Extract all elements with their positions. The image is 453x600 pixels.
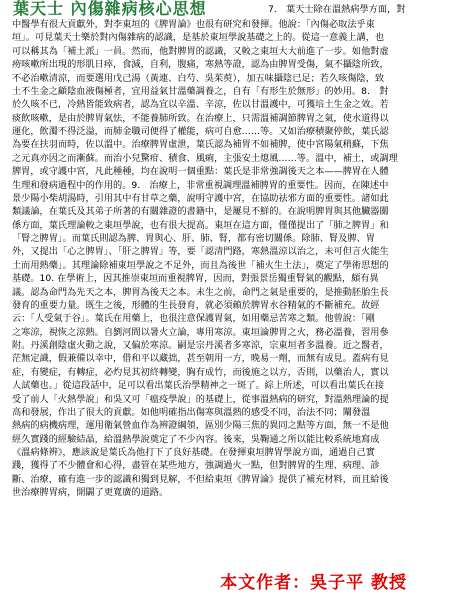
body-text-line: 於久咳不已，冷熱皆能致病者，認為宜以辛溫、辛涼，佐以甘溫護中，可獲培土生金之效。若	[12, 99, 389, 111]
body-text-line: 發育的重要力量。既生之後，形體的生長發育，就必須賴於脾胃水谷精氣的不斷補充。故經	[12, 299, 380, 311]
body-text-line: 之寒涼，視恢之涼熱。自劉河間以暑火立論，專用寒涼。東垣論脾胃之火，務必溫養，習用參	[12, 326, 389, 338]
body-text-line: 生理和發病過程中的作用的。9. 治療上，非常重視調理溫補脾胃的重要性。因而，在陳述中	[12, 179, 389, 191]
body-text-line: 為要在扶羽而時，佐以溫中。治療脾胃虛泄，葉氏認為補胃不如補脾，使中宮陽氣稍蘇，下焦	[12, 139, 389, 151]
body-text-line: 可以稱其為「補土派」一員。然而，他對脾胃的認識，又較之東垣大大前進了一步。如他對虛	[12, 45, 389, 57]
page-header	[3, 0, 450, 18]
body-text-line: 土不生金之顧陰血液傷極者，宜用益氣甘溫藥調養之，自有「有形生於無形」的妙用。8. 對	[12, 85, 389, 97]
body-text-line: 基礎。10. 在學術上，因其推崇東垣而重視脾胃，因而，對張景岳獨重腎氣的觀點，頗有異	[12, 273, 379, 285]
article-body	[12, 18, 446, 500]
body-text-line: 世治療脾胃病，開闢了更寬廣的道路。	[12, 487, 169, 499]
body-text-line: 熱病的病機病理，運用衛氣營血作為辨證綱領，區別少陽三焦的異同之點等方面，無一不是他	[12, 420, 389, 432]
body-text-line: 高和發展，作出了很大的貢獻。如他明確指出傷寒與溫熱的感受不同，治法不同；闡發溫	[12, 406, 371, 418]
body-text-line: 不必治嗽清涼，而要選用戊己湯（黃連、白芍、吳茱萸），加五味攝陰已足；若久咳傷陰，致	[12, 72, 385, 84]
body-text-line: 茫無定識，假兼備以幸中，借和平以藏拙，甚至朝用一方，晚易一劑，而無有成見。蓋病有見	[12, 353, 389, 365]
body-text-line: 痨咳嗽所出現的形肌日瘁，食減，自利，腹痛，寒熱等證，認為由脾胃受傷，氣不攝陰所致，	[12, 59, 389, 71]
body-text-line: 斷、治療，確有進一步的認識和獨到見解，不但給東垣《脾胃論》提供了補充材料，而且給後	[12, 473, 389, 485]
body-text-line: 議。認為命門為先天之本，脾胃為後天之本。未生之前，命門之氣是重要的，是推動胚胎生長	[12, 286, 389, 298]
body-text-line: 外，又提出「心之脾胃」、「肝之脾胃」等，要「認清門路，寒熱溫涼以治之，未可但言火能生	[12, 246, 389, 258]
body-text-line: 垣」。可見葉天士樂於對內傷雜病的認識，是基於東垣學說基礎之上的。從這一意義上講，也	[12, 32, 385, 44]
body-text-line: 踐，獲得了不少體會和心得，盡管在某些地方，強調過火一點，但對脾胃的生理、病理、診	[12, 460, 380, 472]
article-title: 葉天士 內傷雜病核心思想	[13, 0, 207, 18]
body-text-line: 脾胃，或守護中宮，凡此種種，均在說明一個重點：葉氏是非常強調後天之本——脾胃在人體	[12, 166, 389, 178]
body-text-line: 類議論，在葉氏及其弟子所著的有關雜證的書籍中，是屢見不鮮的。在說明脾胃與其他臟器關	[12, 206, 389, 218]
author-credit: 本文作者：吳子平 教授	[220, 573, 407, 593]
body-text-line: 人試藥也。」從這段話中，足可以看出葉氏治學精神之一斑了。綜上所述，可以看出葉氏在接	[12, 380, 385, 392]
body-text-first-line: 7. 葉天士除在溫熱病學方面，對	[268, 4, 406, 15]
body-text-line: 經久實踐的經驗結晶，給溫熱學說奠定了不少內容。後來，吳鞠通之所以能比較系統地寫成	[12, 433, 380, 445]
body-text-line: 之元真亦因之而漸蘇。而治小兒驚疳、積食、風痢，主張安土熄風……等。溫中，補土，或調理	[12, 152, 398, 164]
body-text-line: 「腎之脾胃」。而葉氏則認為脾、胃與心、肝、肺、腎，都有密切關係。除肺、腎及脾、胃	[12, 233, 375, 244]
body-text-line: 云：「人受氣于谷」。葉氏在用藥上，也很注意保護胃氣，如用藥忌苦寒之類。他曾說：「剛	[12, 313, 375, 325]
body-text-line: 症，有變症，有轉症，必灼見其初終轉變，胸有成竹，而後施之以方，否則，以藥治人，實以	[12, 366, 389, 378]
body-text-line: 《溫病條辨》，應該說是葉氏為他打下了良好基礎。在發揮東垣脾胃學說方面，通過自己實	[12, 447, 375, 458]
body-text-line: 中醫學有很大貢獻外，對李東垣的《脾胃論》也很有研究和發揮。他說：「內傷必取法乎東	[12, 19, 375, 30]
body-text-line: 受了前人「火熱學說」和吳又可「瘟疫學說」的基礎上，從事溫熱病的研究，對溫熱理論的提	[12, 393, 389, 405]
body-text-line: 附。丹溪創陰虛火動之說，又偏於寒涼。嗣是宗丹溪者多寒涼，宗東垣者多溫養。近之醫者，	[12, 340, 389, 351]
body-text-line: 運化，飲濁不得泛溢，而肺金職司便得了權能，病可自愈……等。又如治療積聚停飲，葉氏認	[12, 126, 389, 137]
body-text-line: 係方面，葉氏理論較之東垣學說，也有很大提高。東垣在這方面，僅僅提出了「肺之脾胃」和	[12, 219, 389, 231]
body-text-line: 痰飲咳嗽，是由於脾胃氣怯，不能養肺所致。在治療上，只需溫補調節脾胃之氣，使水道得以	[12, 112, 389, 124]
body-text-line: 土而用熱藥」。其理論除補東垣學說之不足外，而且為後世「補火生土法」，奠定了學術思想的	[12, 259, 389, 271]
page-footer	[0, 564, 453, 594]
body-text-line: 景少陽小柴胡湯時，引用其中有甘草之藥，說明守護中宮，在協助祛邪方面的重要性。諸如此	[12, 192, 389, 204]
